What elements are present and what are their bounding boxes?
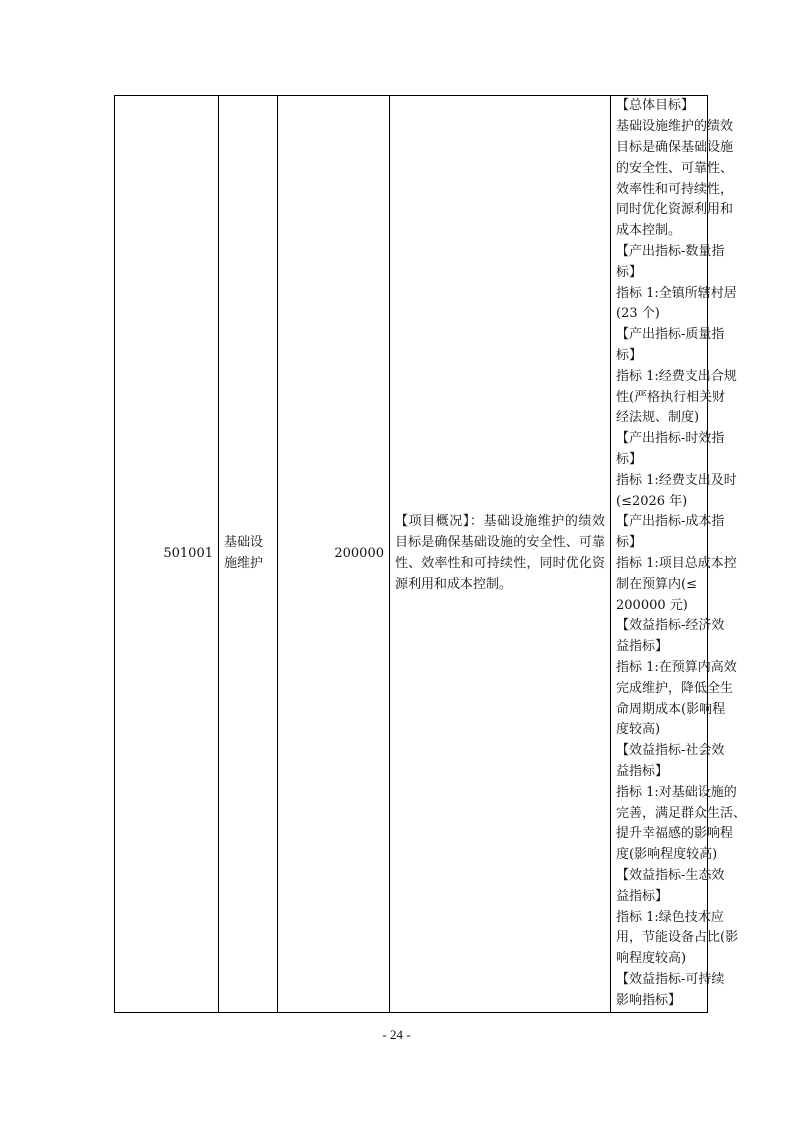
goal-line: 【效益指标-生态效 [616, 867, 725, 883]
goal-line: 【产出指标-时效指 [616, 431, 725, 447]
goal-line: 【总体目标】 [616, 98, 695, 114]
budget-table [114, 95, 747, 1013]
goal-line: 的安全性、可靠性、 [616, 160, 734, 176]
goal-line: 标】 [616, 348, 643, 364]
goal-line: 标】 [616, 535, 643, 551]
goal-line: 成本控制。 [616, 223, 682, 239]
goal-line: (23 个) [616, 306, 660, 322]
project-code-cell: 501001 [115, 96, 219, 1013]
page-number: - 24 - [382, 1027, 411, 1042]
goal-line: (≤2026 年) [616, 493, 688, 509]
goal-line: 益指标】 [616, 888, 669, 904]
goal-line: 【产出指标-成本指 [616, 514, 725, 530]
goal-line: 指标 1:全镇所辖村居 [616, 285, 737, 301]
goal-line: 提升幸福感的影响程 [616, 826, 734, 842]
goal-line: 益指标】 [616, 763, 669, 779]
goal-line: 【效益指标-可持续 [616, 971, 725, 987]
goal-line: 标】 [616, 452, 643, 468]
goal-line: 响程度较高) [616, 951, 687, 967]
goal-line: 制在预算内(≤ [616, 576, 697, 592]
goal-line: 标】 [616, 264, 643, 280]
goal-line: 指标 1:绿色技术应 [616, 909, 724, 925]
goal-line: 效率性和可持续性， [616, 181, 734, 197]
goal-line: 指标 1:经费支出合规 [616, 368, 737, 384]
performance-goals-cell [611, 96, 747, 1013]
goal-line: 指标 1:对基础设施的 [616, 784, 737, 800]
goal-line: 【产出指标-数量指 [616, 244, 725, 260]
goal-line: 指标 1:项目总成本控 [616, 556, 737, 571]
goal-line: 基础设施维护的绩效 [616, 119, 734, 135]
budget-amount-cell: 200000 [278, 96, 390, 1013]
goal-line: 指标 1:在预算内高效 [616, 659, 737, 675]
goal-line: 性(严格执行相关财 [616, 389, 726, 405]
goal-line: 用，节能设备占比(影 [616, 930, 739, 946]
goal-line: 经法规、制度) [616, 410, 700, 426]
goal-line: 完善，满足群众生活、 [616, 805, 747, 821]
goal-line: 目标是确保基础设施 [616, 140, 734, 156]
goal-line: 益指标】 [616, 639, 669, 655]
goal-line: 【效益指标-经济效 [616, 618, 725, 634]
goal-line: 同时优化资源利用和 [616, 202, 734, 218]
goal-line: 命周期成本(影响程 [616, 701, 726, 717]
goal-line: 200000 元) [616, 597, 688, 613]
project-overview-cell: 【项目概况】：基础设施维护的绩效目标是确保基础设施的安全性、可靠性、效率性和可持续性，同时优化资源利用和成本控制。 [390, 96, 611, 1013]
goal-line: 度(影响程度较高) [616, 847, 718, 863]
goal-line: 【效益指标-社会效 [616, 743, 725, 759]
goal-line: 完成维护，降低全生 [616, 680, 734, 696]
table-row [115, 96, 708, 1013]
goal-line: 【产出指标-质量指 [616, 327, 725, 343]
goal-line: 度较高) [616, 722, 661, 738]
goal-line: 指标 1:经费支出及时 [616, 472, 737, 488]
goal-line: 影响指标】 [616, 992, 682, 1008]
project-name-cell: 基础设施维护 [219, 96, 278, 1013]
